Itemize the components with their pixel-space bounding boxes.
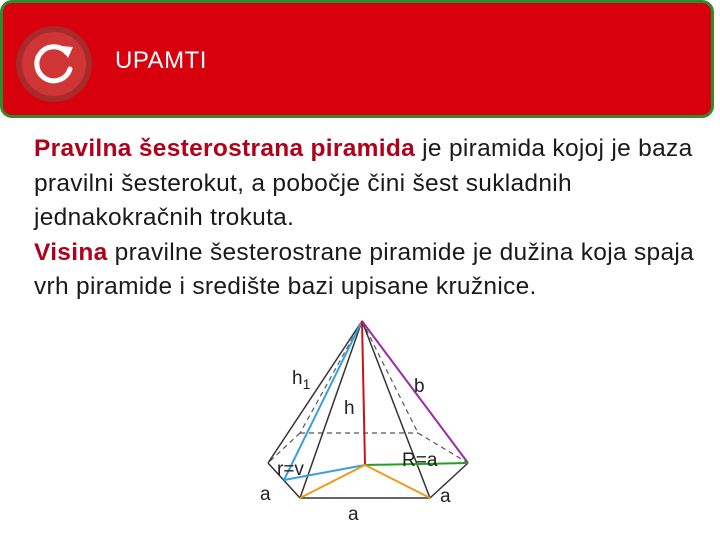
hidden-edges: [268, 321, 468, 463]
title-banner: [0, 0, 714, 118]
term-pyramid: Pravilna šesterostrana piramida: [34, 135, 416, 162]
label-h1: $h_1$: [292, 368, 311, 392]
refresh-icon: [15, 25, 93, 103]
banner-title: UPAMTI: [115, 47, 207, 74]
definition-text: [34, 132, 704, 305]
term-height: Visina: [34, 238, 108, 266]
definition-body: je piramida kojoj je baza pravilni šesterokut, a pobočje čini šest sukladnih jednakokračnih trokuta.: [34, 135, 693, 231]
label-a-right: a: [440, 486, 451, 507]
label-r-v: r=v: [277, 459, 304, 480]
pyramid-diagram: [240, 318, 490, 528]
label-R-a: R=a: [402, 450, 438, 471]
paragraph-height: [34, 236, 704, 305]
label-b: b: [414, 376, 425, 397]
paragraph-definition: [34, 132, 704, 236]
height-body: pravilne šesterostrane piramide je dužina koja spaja vrh piramide i središte bazi upisane kružnice.: [34, 238, 695, 300]
label-h: h: [344, 398, 355, 419]
height-h: [362, 321, 365, 465]
label-a-left: a: [260, 484, 271, 505]
label-a-bottom: a: [348, 504, 359, 525]
